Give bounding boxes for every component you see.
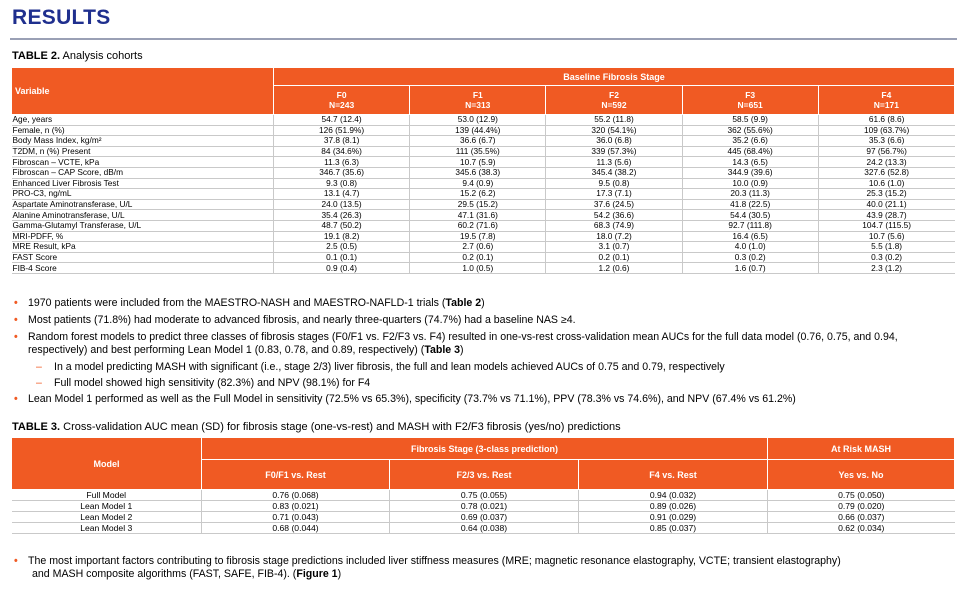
table3-caption (12, 421, 621, 433)
sub-header: Yes vs. No (768, 460, 955, 490)
table-cell: 0.68 (0.044) (202, 523, 390, 534)
baseline-fibrosis-stage-header: Baseline Fibrosis Stage (274, 68, 955, 86)
table-row (12, 242, 955, 253)
table-row (12, 231, 955, 242)
table-cell: 36.0 (6.8) (546, 136, 682, 147)
table-row (12, 210, 955, 221)
sub-bullet-text: In a model predicting MASH with significant (i.e., stage 2/3) liver fibrosis, the full and lean models achieved AUCs of 0.75 and 0.79, respectively (54, 361, 725, 373)
stage-header-f1 (410, 86, 546, 115)
stage-count: N=592 (601, 100, 627, 111)
table-row (12, 136, 955, 147)
table-cell: 104.7 (115.5) (818, 220, 954, 231)
dash-marker: – (36, 361, 42, 373)
title-divider (10, 38, 957, 40)
table-cell: 139 (44.4%) (410, 125, 546, 136)
table-cell: 24.2 (13.3) (818, 157, 954, 168)
bullet-text: Most patients (71.8%) had moderate to advanced fibrosis, and nearly three-quarters (74.7%) had a baseline NAS ≥4. (28, 314, 576, 326)
dash-marker: – (36, 377, 42, 389)
page-title: RESULTS (12, 6, 111, 29)
bullet-marker: • (14, 314, 18, 326)
table-row (12, 220, 955, 231)
bullet-item (12, 331, 957, 357)
table-cell: 1.0 (0.5) (410, 263, 546, 274)
row-label: Body Mass Index, kg/m² (12, 136, 274, 147)
table-row (12, 115, 955, 126)
stage-name: F3 (745, 90, 756, 101)
row-label: Lean Model 1 (12, 501, 202, 512)
sub-header: F0/F1 vs. Rest (202, 460, 390, 490)
table-cell: 0.91 (0.029) (579, 512, 768, 523)
table2-caption-text: Analysis cohorts (60, 50, 143, 62)
figure-bullet-line1: The most important factors contributing to fibrosis stage predictions included liver stiffness measures (MRE; magnetic resonance elastography, VCTE; transient elastography) (28, 555, 841, 567)
table-cell: 53.0 (12.9) (410, 115, 546, 126)
bullet-item (12, 393, 957, 406)
results-bullets (12, 297, 957, 410)
variable-header: Variable (12, 68, 274, 115)
table-cell: 54.2 (36.6) (546, 210, 682, 221)
table-cell: 60.2 (71.6) (410, 220, 546, 231)
row-label: PRO-C3, ng/mL (12, 189, 274, 200)
table-cell: 362 (55.6%) (682, 125, 818, 136)
stage-name: F1 (472, 90, 483, 101)
bullet-marker: • (14, 555, 18, 567)
table-row (12, 252, 955, 263)
table-cell: 48.7 (50.2) (274, 220, 410, 231)
table-cell: 0.78 (0.021) (390, 501, 579, 512)
table-cell: 2.3 (1.2) (818, 263, 954, 274)
table-cell: 0.3 (0.2) (682, 252, 818, 263)
table-cell: 29.5 (15.2) (410, 199, 546, 210)
stage-count: N=651 (737, 100, 763, 111)
stage-header-f0 (274, 86, 410, 115)
table-cell: 58.5 (9.9) (682, 115, 818, 126)
table-cell: 9.5 (0.8) (546, 178, 682, 189)
table-cell: 35.2 (6.6) (682, 136, 818, 147)
table-cell: 92.7 (111.8) (682, 220, 818, 231)
table-cell: 4.0 (1.0) (682, 242, 818, 253)
row-label: Fibroscan – CAP Score, dB/m (12, 167, 274, 178)
table-cell: 327.6 (52.8) (818, 167, 954, 178)
row-label: Fibroscan – VCTE, kPa (12, 157, 274, 168)
figure-bullet-line2: and MASH composite algorithms (FAST, SAFE, FIB-4). ( (32, 568, 297, 580)
row-label: Gamma-Glutamyl Transferase, U/L (12, 220, 274, 231)
stage-count: N=313 (465, 100, 491, 111)
table-cell: 20.3 (11.3) (682, 189, 818, 200)
table-row (12, 512, 955, 523)
figure-bullet-end: ) (337, 568, 342, 580)
table-cell: 10.0 (0.9) (682, 178, 818, 189)
table-cell: 0.89 (0.026) (579, 501, 768, 512)
table-cell: 9.4 (0.9) (410, 178, 546, 189)
table-cell: 1.6 (0.7) (682, 263, 818, 274)
analysis-cohorts-table (11, 67, 955, 274)
row-label: Female, n (%) (12, 125, 274, 136)
table-cell: 13.1 (4.7) (274, 189, 410, 200)
table-cell: 14.3 (6.5) (682, 157, 818, 168)
table-cell: 3.1 (0.7) (546, 242, 682, 253)
table-cell: 47.1 (31.6) (410, 210, 546, 221)
table-cell: 0.76 (0.068) (202, 490, 390, 501)
table-cell: 61.6 (8.6) (818, 115, 954, 126)
table-cell: 19.1 (8.2) (274, 231, 410, 242)
table-cell: 0.9 (0.4) (274, 263, 410, 274)
figure-bullet (12, 555, 957, 581)
table-row (12, 523, 955, 534)
table-cell: 10.7 (5.9) (410, 157, 546, 168)
table-cell: 345.6 (38.3) (410, 167, 546, 178)
table-cell: 25.3 (15.2) (818, 189, 954, 200)
bullet-marker: • (14, 331, 18, 343)
table-cell: 0.62 (0.034) (768, 523, 955, 534)
fibrosis-stage-header: Fibrosis Stage (3-class prediction) (202, 438, 768, 460)
at-risk-mash-header: At Risk MASH (768, 438, 955, 460)
stage-name: F2 (609, 90, 619, 101)
table-cell: 68.3 (74.9) (546, 220, 682, 231)
table-cell: 84 (34.6%) (274, 146, 410, 157)
row-label: Aspartate Aminotransferase, U/L (12, 199, 274, 210)
table-row (12, 189, 955, 200)
table-cell: 0.3 (0.2) (818, 252, 954, 263)
table-cell: 0.79 (0.020) (768, 501, 955, 512)
sub-header: F4 vs. Rest (579, 460, 768, 490)
table-row (12, 501, 955, 512)
table-row (12, 178, 955, 189)
table-cell: 9.3 (0.8) (274, 178, 410, 189)
table-cell: 41.8 (22.5) (682, 199, 818, 210)
table-cell: 18.0 (7.2) (546, 231, 682, 242)
table-cell: 0.71 (0.043) (202, 512, 390, 523)
table-cell: 0.2 (0.1) (546, 252, 682, 263)
table2-caption-label: TABLE 2. (12, 50, 61, 62)
table-cell: 344.9 (39.6) (682, 167, 818, 178)
table-cell: 0.1 (0.1) (274, 252, 410, 263)
table2-caption (12, 50, 143, 62)
row-label: FIB-4 Score (12, 263, 274, 274)
table-cell: 37.8 (8.1) (274, 136, 410, 147)
table-cell: 2.7 (0.6) (410, 242, 546, 253)
table-cell: 0.94 (0.032) (579, 490, 768, 501)
table-row (12, 490, 955, 501)
table-row (12, 263, 955, 274)
table-cell: 10.6 (1.0) (818, 178, 954, 189)
table-cell: 0.2 (0.1) (410, 252, 546, 263)
table-cell: 40.0 (21.1) (818, 199, 954, 210)
table-cell: 0.75 (0.055) (390, 490, 579, 501)
table-cell: 109 (63.7%) (818, 125, 954, 136)
stage-name: F4 (881, 90, 892, 101)
row-label: Full Model (12, 490, 202, 501)
stage-header-f2 (546, 86, 682, 115)
table-cell: 36.6 (6.7) (410, 136, 546, 147)
table-cell: 54.4 (30.5) (682, 210, 818, 221)
table-cell: 0.66 (0.037) (768, 512, 955, 523)
bullet-text: ) (481, 297, 485, 309)
table-cell: 55.2 (11.8) (546, 115, 682, 126)
row-label: Enhanced Liver Fibrosis Test (12, 178, 274, 189)
table-cell: 35.4 (26.3) (274, 210, 410, 221)
table-cell: 5.5 (1.8) (818, 242, 954, 253)
table-row (12, 146, 955, 157)
stage-header-f4 (818, 86, 954, 115)
sub-header: F2/3 vs. Rest (390, 460, 579, 490)
bullet-text: 1970 patients were included from the MAESTRO-NASH and MAESTRO-NAFLD-1 trials ( (28, 297, 446, 309)
table-cell: 339 (57.3%) (546, 146, 682, 157)
stage-header-f3 (682, 86, 818, 115)
table-cell: 0.64 (0.038) (390, 523, 579, 534)
bullet-ref: Table 2 (445, 297, 482, 309)
table-cell: 320 (54.1%) (546, 125, 682, 136)
figure-1-ref: Figure 1 (296, 568, 338, 580)
table3-caption-label: TABLE 3. (12, 421, 61, 433)
table-cell: 2.5 (0.5) (274, 242, 410, 253)
table-cell: 345.4 (38.2) (546, 167, 682, 178)
table-cell: 11.3 (6.3) (274, 157, 410, 168)
stage-name: F0 (336, 90, 347, 101)
row-label: MRE Result, kPa (12, 242, 274, 253)
table-cell: 54.7 (12.4) (274, 115, 410, 126)
row-label: FAST Score (12, 252, 274, 263)
table-row (12, 199, 955, 210)
table-cell: 43.9 (28.7) (818, 210, 954, 221)
table-cell: 0.69 (0.037) (390, 512, 579, 523)
table-cell: 97 (56.7%) (818, 146, 954, 157)
table-cell: 24.0 (13.5) (274, 199, 410, 210)
table-cell: 37.6 (24.5) (546, 199, 682, 210)
table-cell: 126 (51.9%) (274, 125, 410, 136)
bullet-item (12, 314, 957, 327)
row-label: Age, years (12, 115, 274, 126)
table-cell: 19.5 (7.8) (410, 231, 546, 242)
bullet-ref: Table 3 (424, 344, 461, 356)
table-cell: 11.3 (5.6) (546, 157, 682, 168)
stage-count: N=243 (328, 100, 355, 111)
row-label: Lean Model 2 (12, 512, 202, 523)
bullet-text: Random forest models to predict three classes of fibrosis stages (F0/F1 vs. F2/F3 vs. F4) resulted in one-vs-rest cross-validation mean AUCs for the full data model (0.76, 0.75, and 0.94, respectively) and best performing Lean Model 1 (0.83, 0.78, and 0.89, respectively) ( (28, 331, 898, 356)
sub-bullet-text: Full model showed high sensitivity (82.3%) and NPV (98.1%) for F4 (54, 377, 371, 389)
table-row (12, 125, 955, 136)
table-cell: 445 (68.4%) (682, 146, 818, 157)
table-cell: 111 (35.5%) (410, 146, 546, 157)
cross-validation-auc-table (11, 437, 955, 534)
bullet-item (12, 297, 957, 310)
table-row (12, 167, 955, 178)
table-cell: 346.7 (35.6) (274, 167, 410, 178)
table-row (12, 157, 955, 168)
row-label: MRI-PDFF, % (12, 231, 274, 242)
table3-caption-text: Cross-validation AUC mean (SD) for fibrosis stage (one-vs-rest) and MASH with F2/F3 fibrosis (yes/no) predictions (60, 421, 621, 433)
sub-bullet-item (12, 377, 957, 390)
row-label: Lean Model 3 (12, 523, 202, 534)
table-cell: 15.2 (6.2) (410, 189, 546, 200)
table-cell: 10.7 (5.6) (818, 231, 954, 242)
table-cell: 0.85 (0.037) (579, 523, 768, 534)
table-cell: 16.4 (6.5) (682, 231, 818, 242)
table-cell: 0.83 (0.021) (202, 501, 390, 512)
table-cell: 35.3 (6.6) (818, 136, 954, 147)
row-label: T2DM, n (%) Present (12, 146, 274, 157)
bullet-text: ) (460, 344, 464, 356)
bullet-marker: • (14, 393, 18, 405)
row-label: Alanine Aminotransferase, U/L (12, 210, 274, 221)
model-header: Model (12, 438, 202, 490)
table-cell: 0.75 (0.050) (768, 490, 955, 501)
bullet-marker: • (14, 297, 18, 309)
sub-bullet-item (12, 361, 957, 374)
stage-count: N=171 (873, 100, 900, 111)
bullet-text: Lean Model 1 performed as well as the Full Model in sensitivity (72.5% vs 65.3%), specificity (73.7% vs 71.1%), PPV (78.3% vs 74.6%), and NPV (67.4% vs 61.2%) (28, 393, 796, 405)
table-cell: 17.3 (7.1) (546, 189, 682, 200)
table-cell: 1.2 (0.6) (546, 263, 682, 274)
